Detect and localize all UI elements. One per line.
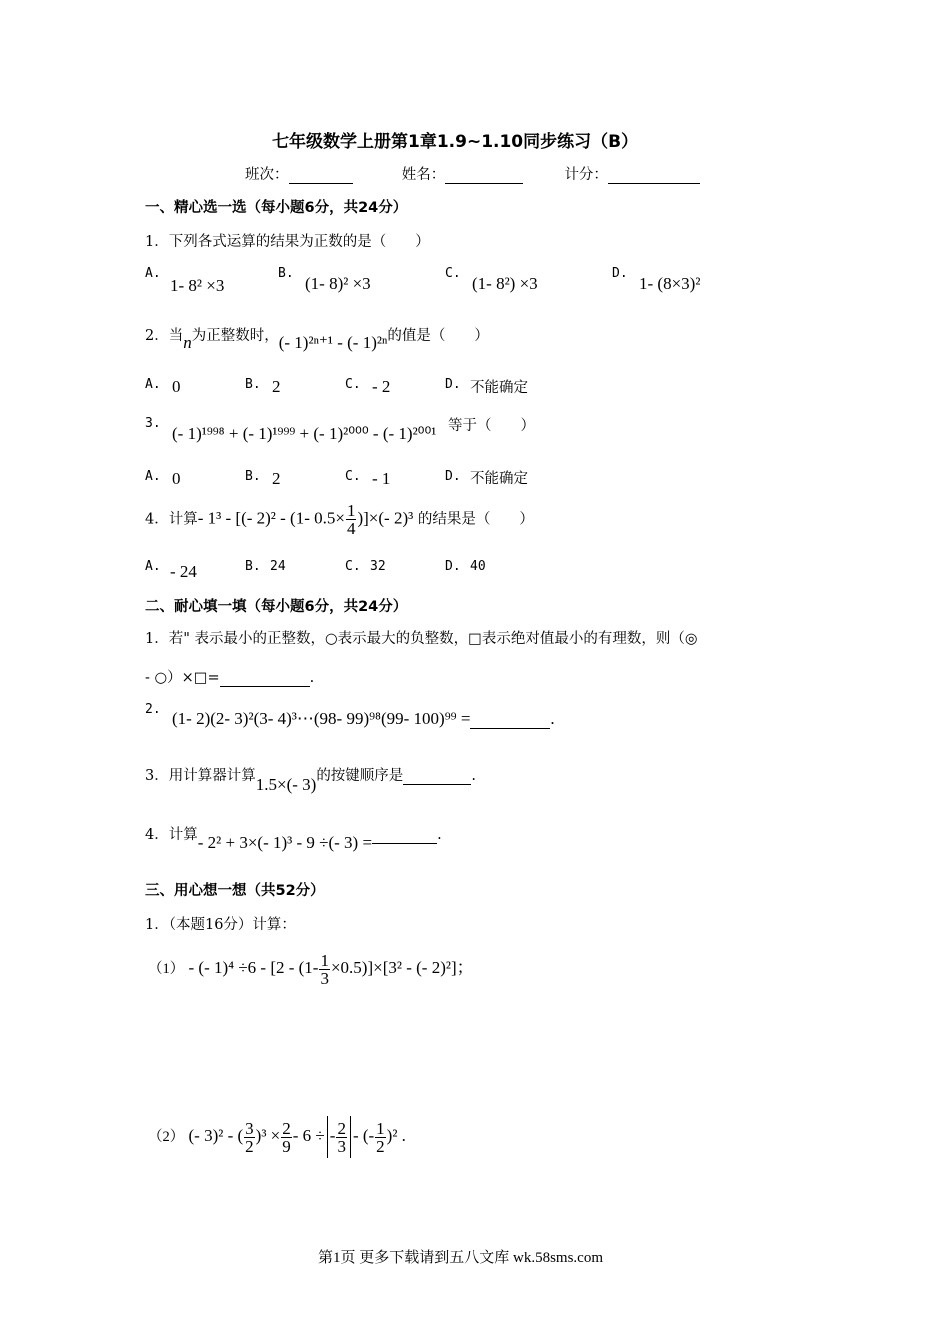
s3-p2-f1-den: 2	[245, 1136, 254, 1156]
s3-p2-fraction-1	[244, 1120, 255, 1155]
s1-q4-label-a: A.	[145, 559, 161, 574]
s2-q4-end: .	[437, 827, 442, 843]
s2-q3-blank[interactable]	[403, 770, 471, 785]
s3-p2-fraction-3	[336, 1120, 347, 1155]
s3-p2-expr-e: - (-	[352, 1126, 375, 1145]
s1-q4-option-a: - 24	[170, 562, 197, 581]
s1-q4-label-b: B.	[245, 559, 261, 574]
s3-q1-text: 1．（本题16分）计算：	[145, 917, 296, 933]
s3-p2-f2-den: 9	[282, 1136, 291, 1156]
s3-p2-f1-num: 3	[245, 1118, 254, 1138]
s1-q4-num: 4．计算	[145, 511, 198, 528]
s1-q4-frac-den: 4	[346, 519, 356, 538]
s3-part1	[148, 946, 474, 991]
s1-q2-label-c: C.	[345, 377, 361, 392]
s1-q1-option-d: 1- (8×3)²	[639, 274, 701, 293]
section-2-heading: 二、耐心填一填（每小题6分，共24分）	[145, 599, 408, 615]
s2-q3-tail: 的按键顺序是	[316, 768, 404, 784]
section-1-heading: 一、精心选一选（每小题6分，共24分）	[145, 200, 408, 216]
s1-q1-label-b: B.	[278, 266, 294, 281]
class-label: 班次：	[245, 167, 289, 183]
s3-p1-expr-b: ×0.5)]×[3² - (- 2)²]；	[330, 958, 474, 977]
s1-q1-label-a: A.	[145, 266, 161, 281]
s1-q4-stem	[145, 502, 534, 537]
s2-q2-expr-line	[172, 709, 555, 729]
s1-q3-label-a: A.	[145, 469, 161, 484]
s1-q4-option-c: 32	[370, 559, 386, 574]
s3-p2-expr-c: - 6 ÷	[292, 1126, 325, 1145]
s1-q2-num: 2．当	[145, 328, 184, 344]
s2-q3-end: .	[471, 768, 476, 784]
s1-q1-option-a: 1- 8² ×3	[170, 276, 225, 295]
abs-bar-right	[350, 1116, 351, 1158]
s2-q3-line	[145, 764, 476, 794]
s1-q2-tail: 的值是（ ）	[387, 328, 489, 344]
s1-q4-label-d: D.	[445, 559, 461, 574]
page-footer[interactable]: 第1页 更多下载请到五八文库 wk.58sms.com	[318, 1250, 604, 1266]
s3-p2-expr-f: )² .	[386, 1126, 406, 1145]
s1-q2-option-d: 不能确定	[470, 380, 528, 396]
s2-q3-expr: 1.5×(- 3)	[255, 775, 317, 794]
s3-p1-expr-a: - (- 1)⁴ ÷6 - [2 - (1-	[188, 958, 319, 977]
s1-q4-expr-b: )]×(- 2)³	[357, 508, 414, 528]
s1-q2-option-c: - 2	[372, 377, 391, 396]
s2-q1-blank[interactable]	[220, 672, 310, 687]
s1-q4-label-c: C.	[345, 559, 361, 574]
s3-p2-expr-b: )³ ×	[255, 1126, 281, 1145]
score-blank[interactable]	[608, 169, 700, 184]
s1-q4-option-b: 24	[270, 559, 286, 574]
s1-q2-label-b: B.	[245, 377, 261, 392]
s1-q3-option-a: 0	[172, 469, 181, 488]
s1-q1-stem: 1．下列各式运算的结果为正数的是（ ）	[145, 234, 430, 250]
s3-p2-fraction-2	[281, 1120, 292, 1155]
s2-q2-expr: (1- 2)(2- 3)²(3- 4)³⋯(98- 99)⁹⁸(99- 100)⁹⁹ =	[172, 709, 471, 728]
section-3-heading: 三、用心想一想（共52分）	[145, 883, 325, 899]
s1-q4-frac-num: 1	[346, 501, 356, 520]
s1-q3-tail: 等于（ ）	[448, 418, 535, 434]
s2-q2-num: 2.	[145, 702, 161, 717]
s2-q4-line	[145, 823, 442, 852]
page-title: 七年级数学上册第1章1.9~1.10同步练习（B）	[272, 132, 639, 152]
s3-p1-label: （1）	[148, 961, 185, 977]
s1-q4-option-d: 40	[470, 559, 486, 574]
s2-q4-blank[interactable]	[372, 833, 437, 844]
s3-p2-expr-d: -	[329, 1126, 336, 1145]
s2-q4-text: 4．计算	[145, 827, 198, 843]
s1-q2-label-a: A.	[145, 377, 161, 392]
s3-p2-fraction-4	[375, 1120, 386, 1155]
s3-p2-expr-a: (- 3)² - (	[188, 1126, 244, 1145]
s3-p1-fraction	[319, 952, 330, 987]
s3-p2-f4-den: 2	[376, 1136, 385, 1156]
s2-q2-end: .	[550, 709, 555, 728]
abs-bar-left	[327, 1116, 328, 1158]
s2-q4-expr: - 2² + 3×(- 1)³ - 9 ÷(- 3) =	[197, 833, 373, 852]
s1-q3-label-d: D.	[445, 469, 461, 484]
name-label: 姓名：	[401, 167, 446, 183]
s1-q2-var: n	[183, 333, 192, 352]
score-label: 计分：	[564, 167, 608, 183]
s3-p1-frac-den: 3	[320, 968, 329, 988]
s1-q1-option-c: (1- 8²) ×3	[472, 274, 538, 293]
s3-p2-f3-den: 3	[337, 1136, 346, 1156]
s3-p2-f3-num: 2	[337, 1118, 346, 1138]
s1-q2-option-b: 2	[272, 377, 281, 396]
s1-q3-expr: (- 1)¹⁹⁹⁸ + (- 1)¹⁹⁹⁹ + (- 1)²⁰⁰⁰ - (- 1)²⁰⁰¹	[172, 424, 437, 443]
s1-q2-expr: (- 1)²ⁿ⁺¹ - (- 1)²ⁿ	[278, 333, 388, 352]
s2-q2-blank[interactable]	[470, 720, 550, 729]
s1-q1-option-b: (1- 8)² ×3	[305, 274, 371, 293]
s1-q3-option-b: 2	[272, 469, 281, 488]
s2-q1-end: .	[309, 670, 315, 686]
s1-q3-label-b: B.	[245, 469, 261, 484]
s1-q4-fraction	[346, 502, 357, 537]
s3-p2-label: （2）	[148, 1129, 185, 1145]
s1-q2-mid: 为正整数时，	[191, 328, 279, 344]
s1-q1-label-c: C.	[445, 266, 461, 281]
s1-q2-label-d: D.	[445, 377, 461, 392]
name-blank[interactable]	[445, 169, 523, 184]
s3-p2-f2-num: 2	[282, 1118, 291, 1138]
s1-q1-label-d: D.	[612, 266, 628, 281]
s3-p1-frac-num: 1	[320, 950, 329, 970]
s1-q3-label-c: C.	[345, 469, 361, 484]
s2-q1-line2	[145, 666, 314, 687]
s2-q3-text: 3．用计算器计算	[145, 768, 256, 784]
s1-q2-stem	[145, 324, 489, 352]
s2-q1-expr: - ○）×□=	[145, 670, 220, 686]
info-line	[245, 163, 700, 184]
s1-q3-num: 3.	[145, 416, 161, 431]
s1-q3-option-c: - 1	[372, 469, 391, 488]
s1-q4-expr-a: - 1³ - [(- 2)² - (1- 0.5×	[197, 508, 345, 528]
s3-p2-f4-num: 1	[376, 1118, 385, 1138]
s1-q3-option-d: 不能确定	[470, 471, 528, 487]
s2-q1-line1: 1．若" 表示最小的正整数，○表示最大的负整数，□表示绝对值最小的有理数，则（◎	[145, 631, 698, 647]
s1-q4-tail: 的结果是（ ）	[417, 511, 534, 528]
class-blank[interactable]	[289, 169, 353, 184]
s3-part2	[148, 1113, 406, 1160]
s1-q2-option-a: 0	[172, 377, 181, 396]
